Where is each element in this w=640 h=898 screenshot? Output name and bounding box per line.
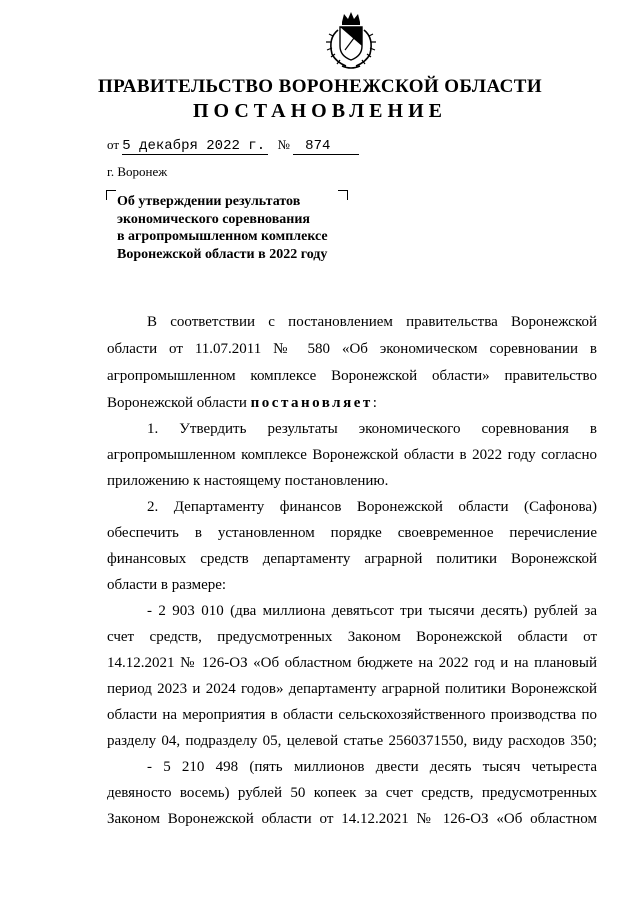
number-field bbox=[293, 137, 359, 155]
title-line: экономического соревнования bbox=[117, 211, 310, 227]
body-line: 14.12.2021 № 126-ОЗ «Об областном бюджете на 2022 год и на плановый bbox=[107, 655, 597, 671]
body-line: обеспечить в установленном порядке своевременное перечисление bbox=[107, 525, 597, 541]
number-label: № bbox=[277, 137, 290, 152]
body-line: приложению к настоящему постановлению. bbox=[107, 473, 389, 489]
title-corner-left bbox=[106, 190, 116, 200]
body-line: области на мероприятия в области сельскохозяйственного производства по bbox=[107, 707, 597, 723]
title-line: в агропромышленном комплексе bbox=[117, 229, 328, 244]
number-value: 874 bbox=[305, 138, 331, 154]
resolution-word: постановляет bbox=[250, 395, 373, 411]
body-text: : bbox=[372, 395, 377, 411]
coat-of-arms-icon bbox=[322, 10, 380, 72]
body-line: - 2 903 010 (два миллиона девятьсот три тысячи десять) рублей за bbox=[147, 603, 597, 619]
body-text: Воронежской области bbox=[107, 395, 247, 411]
body-line: области в размере: bbox=[107, 577, 227, 593]
body-line: агропромышленном комплексе Воронежской области в 2022 году согласно bbox=[107, 447, 597, 463]
body-line: - 5 210 498 (пять миллионов двести десять тысяч четыреста bbox=[147, 759, 597, 775]
title-line: Воронежской области в 2022 году bbox=[117, 246, 328, 262]
body-line: финансовых средств департаменту аграрной политики Воронежской bbox=[107, 551, 597, 567]
title-line: Об утверждении результатов bbox=[117, 194, 301, 209]
city: г. Воронеж bbox=[107, 164, 168, 179]
body-line: области от 11.07.2011 № 580 «Об экономическом соревновании в bbox=[107, 341, 597, 357]
document-type: ПОСТАНОВЛЕНИЕ bbox=[193, 100, 447, 122]
body-line: В соответствии с постановлением правительства Воронежской bbox=[147, 314, 597, 330]
organization-name: ПРАВИТЕЛЬСТВО ВОРОНЕЖСКОЙ ОБЛАСТИ bbox=[97, 76, 543, 97]
date-value: 5 декабря 2022 г. bbox=[122, 138, 266, 154]
date-field bbox=[122, 137, 268, 155]
body-line: Законом Воронежской области от 14.12.2021 № 126-ОЗ «Об областном bbox=[107, 811, 597, 827]
body-line: агропромышленном комплексе Воронежской области» правительство bbox=[107, 368, 597, 384]
date-number-line bbox=[107, 137, 359, 155]
from-label: от bbox=[107, 137, 120, 152]
body-line: разделу 04, подразделу 05, целевой статье 2560371550, виду расходов 350; bbox=[107, 733, 597, 749]
body-line: счет средств, предусмотренных Законом Воронежской области от bbox=[107, 629, 597, 645]
body-line: 2. Департаменту финансов Воронежской области (Сафонова) bbox=[147, 499, 597, 515]
body-line: девяносто восемь) рублей 50 копеек за счет средств, предусмотренных bbox=[107, 785, 597, 801]
document-title bbox=[117, 193, 357, 263]
body-line: период 2023 и 2024 годов» департаменту аграрной политики Воронежской bbox=[107, 681, 597, 697]
body-line: 1. Утвердить результаты экономического соревнования в bbox=[147, 421, 597, 437]
body-line bbox=[107, 395, 377, 412]
